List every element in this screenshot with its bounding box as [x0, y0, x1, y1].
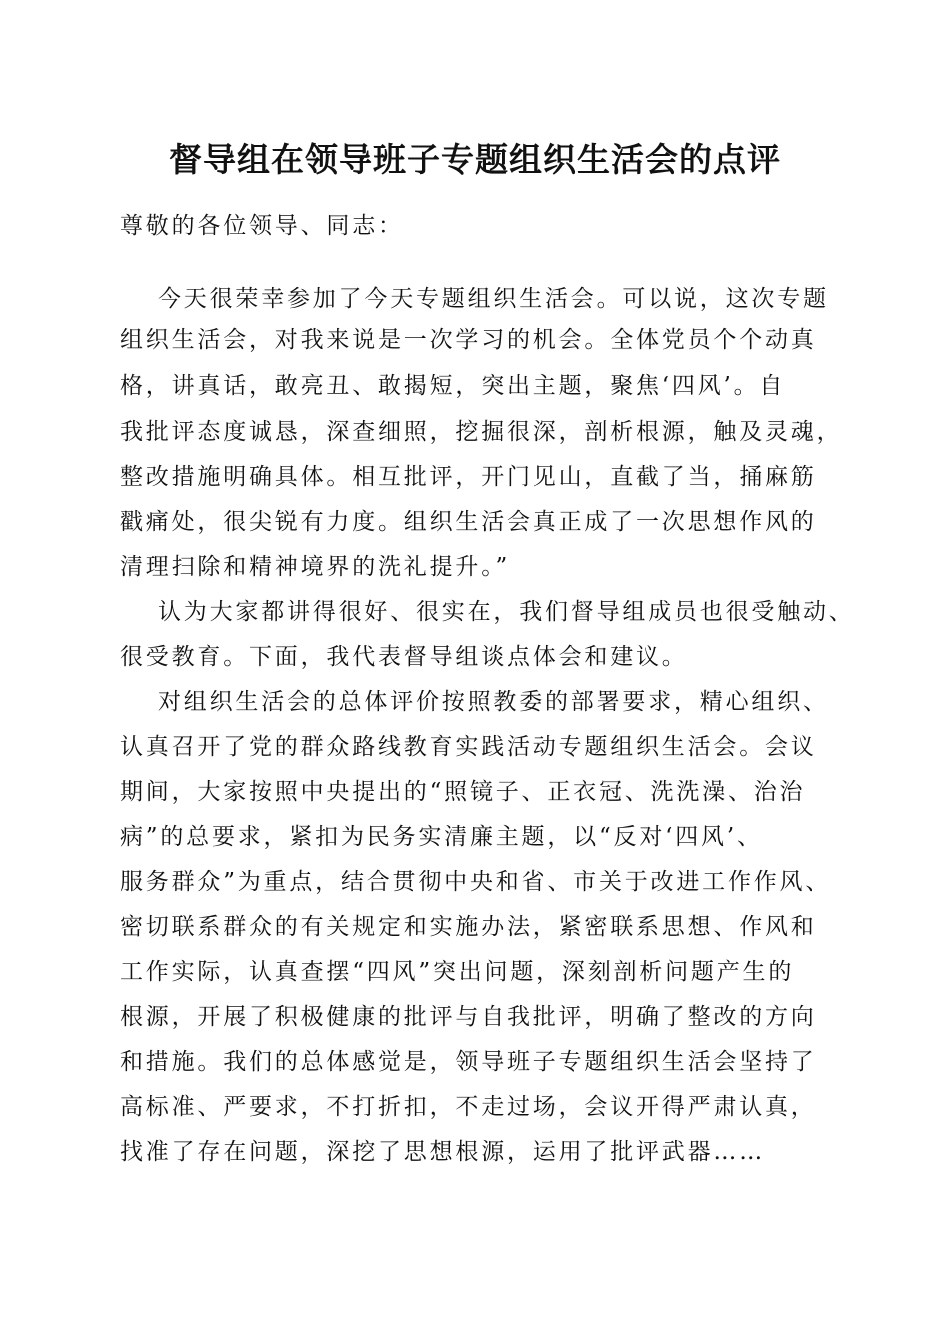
paragraph-3-line-1: 对组织生活会的总体评价按照教委的部署要求，精心组织、 [158, 689, 829, 715]
paragraph-3-line-5: 服务群众”为重点，结合贯彻中央和省、市关于改进工作作风、 [120, 869, 832, 895]
paragraph-1-line-7: 清理扫除和精神境界的洗礼提升。” [120, 554, 511, 580]
paragraph-2-line-2: 很受教育。下面，我代表督导组谈点体会和建议。 [120, 644, 688, 670]
paragraph-3-line-11: 找准了存在问题，深挖了思想根源，运用了批评武器…… [120, 1139, 765, 1165]
salutation-line: 尊敬的各位领导、同志： [120, 213, 404, 239]
paragraph-2-line-1: 认为大家都讲得很好、很实在，我们督导组成员也很受触动、 [158, 599, 855, 625]
paragraph-3-line-3: 期间，大家按照中央提出的“照镜子、正衣冠、洗洗澡、治治 [120, 779, 806, 805]
paragraph-1-line-3: 格，讲真话，敢亮丑、敢揭短，突出主题，聚焦‘四风’。自 [120, 373, 786, 399]
paragraph-1-line-2: 组织生活会，对我来说是一次学习的机会。全体党员个个动真 [120, 327, 817, 353]
paragraph-3-line-10: 高标准、严要求，不打折扣，不走过场，会议开得严肃认真， [120, 1094, 817, 1120]
paragraph-3-line-2: 认真召开了党的群众路线教育实践活动专题组织生活会。会议 [120, 734, 817, 760]
paragraph-1-line-4: 我批评态度诚恳，深查细照，挖掘很深，剖析根源，触及灵魂， [120, 419, 843, 445]
paragraph-3-line-8: 根源，开展了积极健康的批评与自我批评，明确了整改的方向 [120, 1004, 817, 1030]
paragraph-1-line-6: 戳痛处，很尖锐有力度。组织生活会真正成了一次思想作风的 [120, 509, 817, 535]
paragraph-3-line-9: 和措施。我们的总体感觉是，领导班子专题组织生活会坚持了 [120, 1049, 817, 1075]
paragraph-3-line-7: 工作实际，认真查摆“四风”突出问题，深刻剖析问题产生的 [120, 959, 795, 985]
paragraph-1-line-1: 今天很荣幸参加了今天专题组织生活会。可以说，这次专题 [158, 286, 829, 312]
document-title: 督导组在领导班子专题组织生活会的点评 [169, 140, 781, 179]
paragraph-1-line-5: 整改措施明确具体。相互批评，开门见山，直截了当，捅麻筋 [120, 464, 817, 490]
paragraph-3-line-4: 病”的总要求，紧扣为民务实清廉主题，以“反对‘四风’、 [120, 824, 763, 850]
paragraph-3-line-6: 密切联系群众的有关规定和实施办法，紧密联系思想、作风和 [120, 914, 817, 940]
